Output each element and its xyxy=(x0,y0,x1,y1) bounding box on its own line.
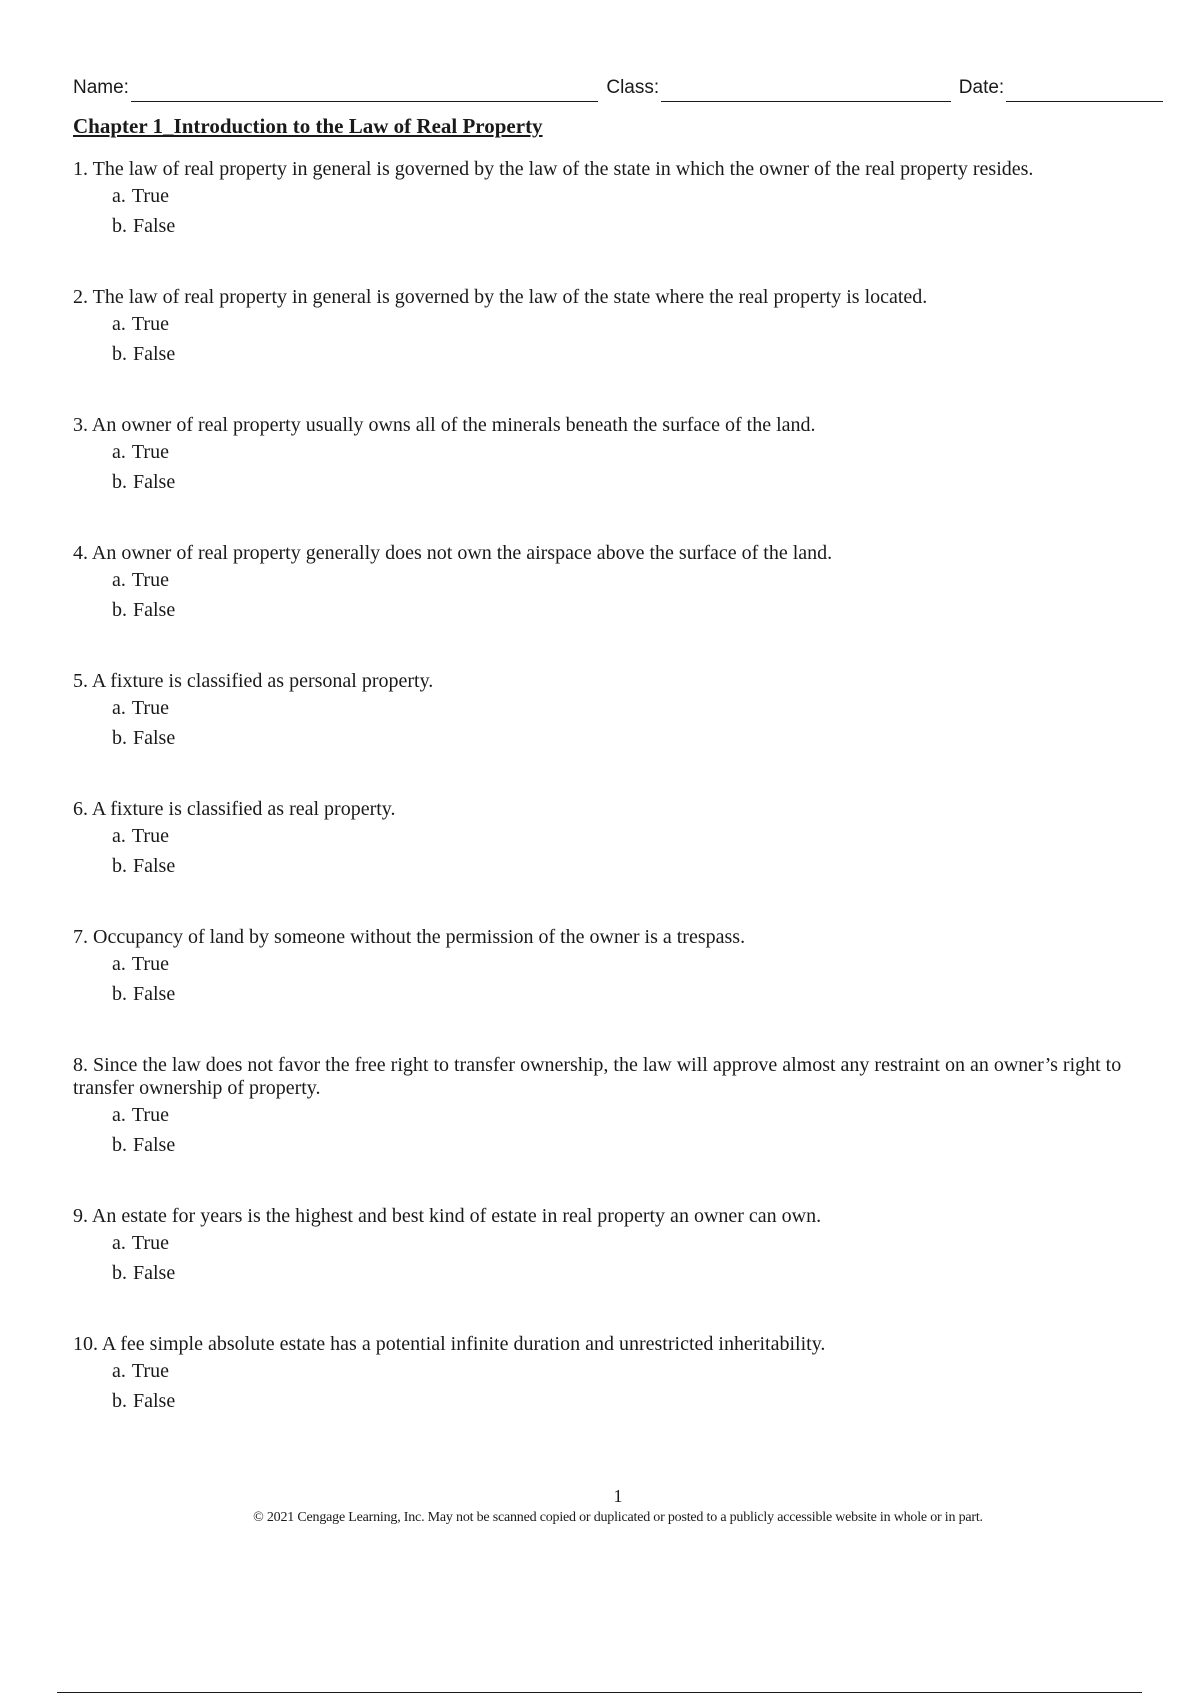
answer-choice[interactable] xyxy=(112,1258,1153,1288)
question-item xyxy=(73,1205,1153,1288)
choice-letter: b. xyxy=(112,855,127,877)
question-stem xyxy=(73,926,1153,949)
question-stem xyxy=(73,1205,1153,1228)
question-item xyxy=(73,798,1153,881)
question-item xyxy=(73,158,1153,241)
choice-label: True xyxy=(131,1104,169,1126)
answer-choice[interactable] xyxy=(112,309,1153,339)
question-stem xyxy=(73,1054,1153,1100)
answer-choice[interactable] xyxy=(112,821,1153,851)
answer-choice[interactable] xyxy=(112,437,1153,467)
choice-label: True xyxy=(131,953,169,975)
page-number: 1 xyxy=(613,1486,623,1506)
question-item xyxy=(73,286,1153,369)
question-text: An estate for years is the highest and best kind of estate in real property an owner can own. xyxy=(91,1205,822,1227)
answer-choice[interactable] xyxy=(112,979,1153,1009)
choice-label: True xyxy=(131,825,169,847)
question-number: 9. xyxy=(73,1205,88,1227)
question-text: A fee simple absolute estate has a potential infinite duration and unrestricted inheritability. xyxy=(101,1333,826,1355)
choice-letter: a. xyxy=(112,1232,126,1254)
question-number: 2. xyxy=(73,286,88,308)
choice-letter: b. xyxy=(112,1390,127,1412)
question-text: A fixture is classified as real property. xyxy=(91,798,396,820)
question-text: An owner of real property generally does not own the airspace above the surface of the land. xyxy=(91,542,833,564)
question-text: The law of real property in general is governed by the law of the state where the real property is located. xyxy=(92,286,928,308)
question-stem xyxy=(73,542,1153,565)
choice-letter: b. xyxy=(112,1262,127,1284)
chapter-title: Chapter 1_Introduction to the Law of Real Property xyxy=(73,114,543,138)
choice-letter: b. xyxy=(112,983,127,1005)
choice-label: True xyxy=(131,441,169,463)
question-item xyxy=(73,670,1153,753)
answer-choice[interactable] xyxy=(112,723,1153,753)
question-number: 1. xyxy=(73,158,88,180)
question-text: Since the law does not favor the free right to transfer ownership, the law will approve almost any restraint on an owner’s right to transfer ownership of property. xyxy=(73,1054,1122,1099)
choice-label: True xyxy=(131,569,169,591)
question-list xyxy=(73,158,1153,1461)
answer-choice[interactable] xyxy=(112,595,1153,625)
answer-choice[interactable] xyxy=(112,949,1153,979)
question-text: An owner of real property usually owns all of the minerals beneath the surface of the land. xyxy=(91,414,816,436)
question-number: 3. xyxy=(73,414,88,436)
question-item xyxy=(73,542,1153,625)
answer-choice[interactable] xyxy=(112,1386,1153,1416)
answer-choice[interactable] xyxy=(112,339,1153,369)
choice-letter: b. xyxy=(112,343,127,365)
choice-label: False xyxy=(133,1262,176,1284)
choice-letter: a. xyxy=(112,697,126,719)
question-text: A fixture is classified as personal property. xyxy=(91,670,434,692)
class-field[interactable] xyxy=(661,75,951,102)
choice-label: True xyxy=(131,313,169,335)
answer-choice[interactable] xyxy=(112,1228,1153,1258)
question-number: 7. xyxy=(73,926,88,948)
choice-label: False xyxy=(133,599,176,621)
choice-letter: a. xyxy=(112,1360,126,1382)
choice-label: True xyxy=(131,1232,169,1254)
choice-letter: a. xyxy=(112,825,126,847)
choice-label: False xyxy=(133,983,176,1005)
copyright-notice: © 2021 Cengage Learning, Inc. May not be scanned copied or duplicated or posted to a publicly accessible website in whole or in part. xyxy=(253,1510,983,1525)
choice-label: True xyxy=(131,697,169,719)
answer-choice[interactable] xyxy=(112,693,1153,723)
choice-letter: b. xyxy=(112,727,127,749)
choice-letter: a. xyxy=(112,185,126,207)
answer-choice[interactable] xyxy=(112,467,1153,497)
question-stem xyxy=(73,1333,1153,1356)
choice-letter: b. xyxy=(112,1134,127,1156)
question-number: 6. xyxy=(73,798,88,820)
choice-label: True xyxy=(131,1360,169,1382)
question-item xyxy=(73,926,1153,1009)
question-stem xyxy=(73,286,1153,309)
choice-letter: b. xyxy=(112,215,127,237)
choice-letter: b. xyxy=(112,471,127,493)
date-field[interactable] xyxy=(1006,75,1163,102)
question-item xyxy=(73,1333,1153,1416)
choice-label: False xyxy=(133,1134,176,1156)
question-number: 8. xyxy=(73,1054,88,1076)
choice-label: False xyxy=(133,727,176,749)
choice-letter: a. xyxy=(112,441,126,463)
answer-choice[interactable] xyxy=(112,851,1153,881)
answer-choice[interactable] xyxy=(112,211,1153,241)
answer-choice[interactable] xyxy=(112,1130,1153,1160)
choice-label: False xyxy=(133,343,176,365)
answer-choice[interactable] xyxy=(112,565,1153,595)
question-stem xyxy=(73,670,1153,693)
question-number: 10. xyxy=(73,1333,98,1355)
choice-letter: b. xyxy=(112,599,127,621)
question-number: 5. xyxy=(73,670,88,692)
choice-label: False xyxy=(133,215,176,237)
question-stem xyxy=(73,414,1153,437)
question-stem xyxy=(73,158,1153,181)
choice-label: False xyxy=(133,471,176,493)
choice-letter: a. xyxy=(112,1104,126,1126)
question-number: 4. xyxy=(73,542,88,564)
class-label: Class: xyxy=(606,77,660,98)
question-text: The law of real property in general is governed by the law of the state in which the owner of the real property resides. xyxy=(92,158,1034,180)
date-label: Date: xyxy=(958,77,1005,98)
answer-choice[interactable] xyxy=(112,1100,1153,1130)
name-label: Name: xyxy=(73,77,129,98)
answer-choice[interactable] xyxy=(112,1356,1153,1386)
choice-label: False xyxy=(133,855,176,877)
name-field[interactable] xyxy=(131,75,598,102)
choice-letter: a. xyxy=(112,313,126,335)
question-item xyxy=(73,1054,1153,1160)
choice-letter: a. xyxy=(112,953,126,975)
choice-label: True xyxy=(131,185,169,207)
choice-letter: a. xyxy=(112,569,126,591)
answer-choice[interactable] xyxy=(112,181,1153,211)
bottom-divider xyxy=(57,1692,1142,1693)
question-stem xyxy=(73,798,1153,821)
question-item xyxy=(73,414,1153,497)
header-fields xyxy=(73,72,1163,102)
question-text: Occupancy of land by someone without the permission of the owner is a trespass. xyxy=(93,926,746,948)
choice-label: False xyxy=(133,1390,176,1412)
